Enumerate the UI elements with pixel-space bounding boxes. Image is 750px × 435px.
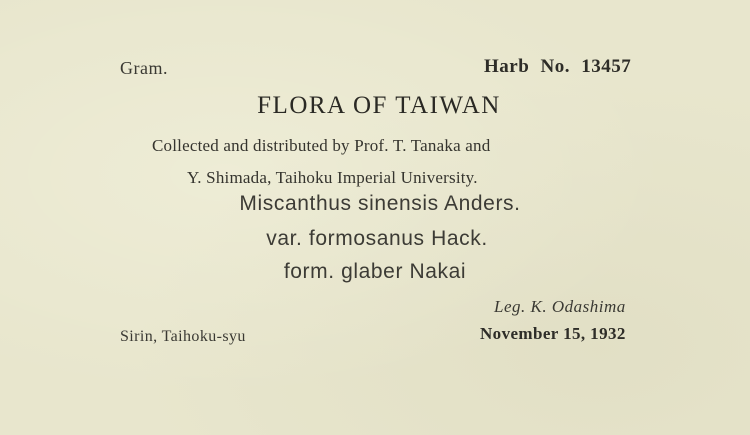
herb-label: Harb [484, 56, 530, 77]
family-name: Gram. [120, 58, 168, 78]
collector-line-2: Y. Shimada, Taihoku Imperial University. [187, 168, 478, 187]
label-title: FLORA OF TAIWAN [257, 92, 501, 119]
form-name: form. glaber Nakai [283, 260, 467, 283]
locality: Sirin, Taihoku-syu [120, 328, 246, 345]
collector-line-1: Collected and distributed by Prof. T. Tanaka and [152, 136, 491, 155]
collector-name: Leg. K. Odashima [494, 297, 626, 316]
herbarium-number [484, 56, 637, 78]
species-name: Miscanthus sinensis Anders. [239, 192, 521, 215]
herb-number-value: 13457 [581, 56, 632, 77]
herb-no-label: No. [540, 56, 571, 77]
variety-name: var. formosanus Hack. [266, 227, 488, 250]
collection-date: November 15, 1932 [480, 324, 626, 343]
